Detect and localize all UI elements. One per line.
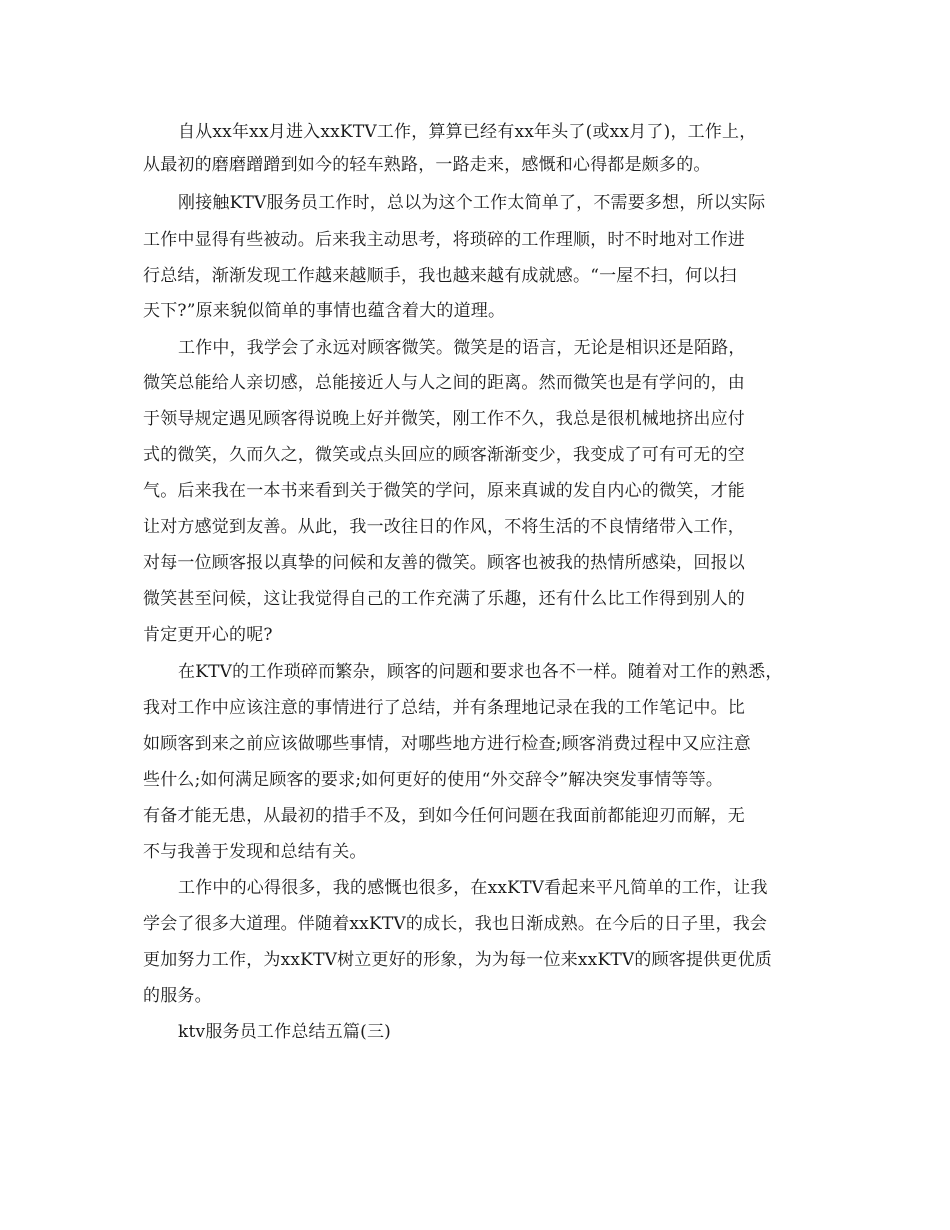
text-line: 工作中显得有些被动。后来我主动思考，将琐碎的工作理顺，时不时地对工作进	[143, 230, 745, 250]
text-line: 让对方感觉到友善。从此，我一改往日的作风，不将生活的不良情绪带入工作，	[143, 517, 745, 537]
section-heading: ktv服务员工作总结五篇(三)	[178, 1022, 392, 1042]
text-line: 我对工作中应该注意的事情进行了总结，并有条理地记录在我的工作笔记中。比	[143, 698, 745, 718]
text-line: 刚接触KTV服务员工作时，总以为这个工作太简单了，不需要多想，所以实际	[178, 193, 766, 213]
text-line: 肯定更开心的呢?	[143, 625, 273, 645]
text-line: 式的微笑，久而久之，微笑或点头回应的顾客渐渐变少，我变成了可有可无的空	[143, 445, 745, 465]
text-line: 有备才能无患，从最初的措手不及，到如今任何问题在我面前都能迎刃而解，无	[143, 806, 745, 826]
text-line: 在KTV的工作琐碎而繁杂，顾客的问题和要求也各不一样。随着对工作的熟悉，	[178, 662, 783, 682]
text-line: 于领导规定遇见顾客得说晚上好并微笑，刚工作不久，我总是很机械地挤出应付	[143, 409, 745, 429]
text-line: 行总结，渐渐发现工作越来越顺手，我也越来越有成就感。“一屋不扫，何以扫	[143, 266, 737, 286]
text-line: 气。后来我在一本书来看到关于微笑的学问，原来真诚的发自内心的微笑，才能	[143, 481, 745, 501]
text-line: 从最初的磨磨蹭蹭到如今的轻车熟路，一路走来，感慨和心得都是颇多的。	[143, 155, 711, 175]
text-line: 微笑甚至问候，这让我觉得自己的工作充满了乐趣，还有什么比工作得到别人的	[143, 589, 745, 609]
text-line: 学会了很多大道理。伴随着xxKTV的成长，我也日渐成熟。在今后的日子里，我会	[143, 914, 768, 934]
text-line: 工作中，我学会了永远对顾客微笑。微笑是的语言，无论是相识还是陌路，	[178, 338, 746, 358]
text-line: 不与我善于发现和总结有关。	[143, 842, 367, 862]
text-line: 工作中的心得很多，我的感慨也很多，在xxKTV看起来平凡简单的工作，让我	[178, 878, 768, 898]
text-line: 天下?”原来貌似简单的事情也蕴含着大的道理。	[143, 301, 506, 321]
text-line: 如顾客到来之前应该做哪些事情，对哪些地方进行检查;顾客消费过程中又应注意	[143, 734, 751, 754]
text-line: 自从xx年xx月进入xxKTV工作，算算已经有xx年头了(或xx月了)，工作上，	[178, 122, 757, 142]
text-line: 微笑总能给人亲切感，总能接近人与人之间的距离。然而微笑也是有学问的，由	[143, 373, 745, 393]
text-line: 的服务。	[143, 986, 212, 1006]
text-line: 对每一位顾客报以真挚的问候和友善的微笑。顾客也被我的热情所感染，回报以	[143, 553, 745, 573]
text-line: 更加努力工作，为xxKTV树立更好的形象，为为每一位来xxKTV的顾客提供更优质	[143, 950, 772, 970]
text-line: 些什么;如何满足顾客的要求;如何更好的使用“外交辞令”解决突发事情等等。	[143, 770, 724, 790]
